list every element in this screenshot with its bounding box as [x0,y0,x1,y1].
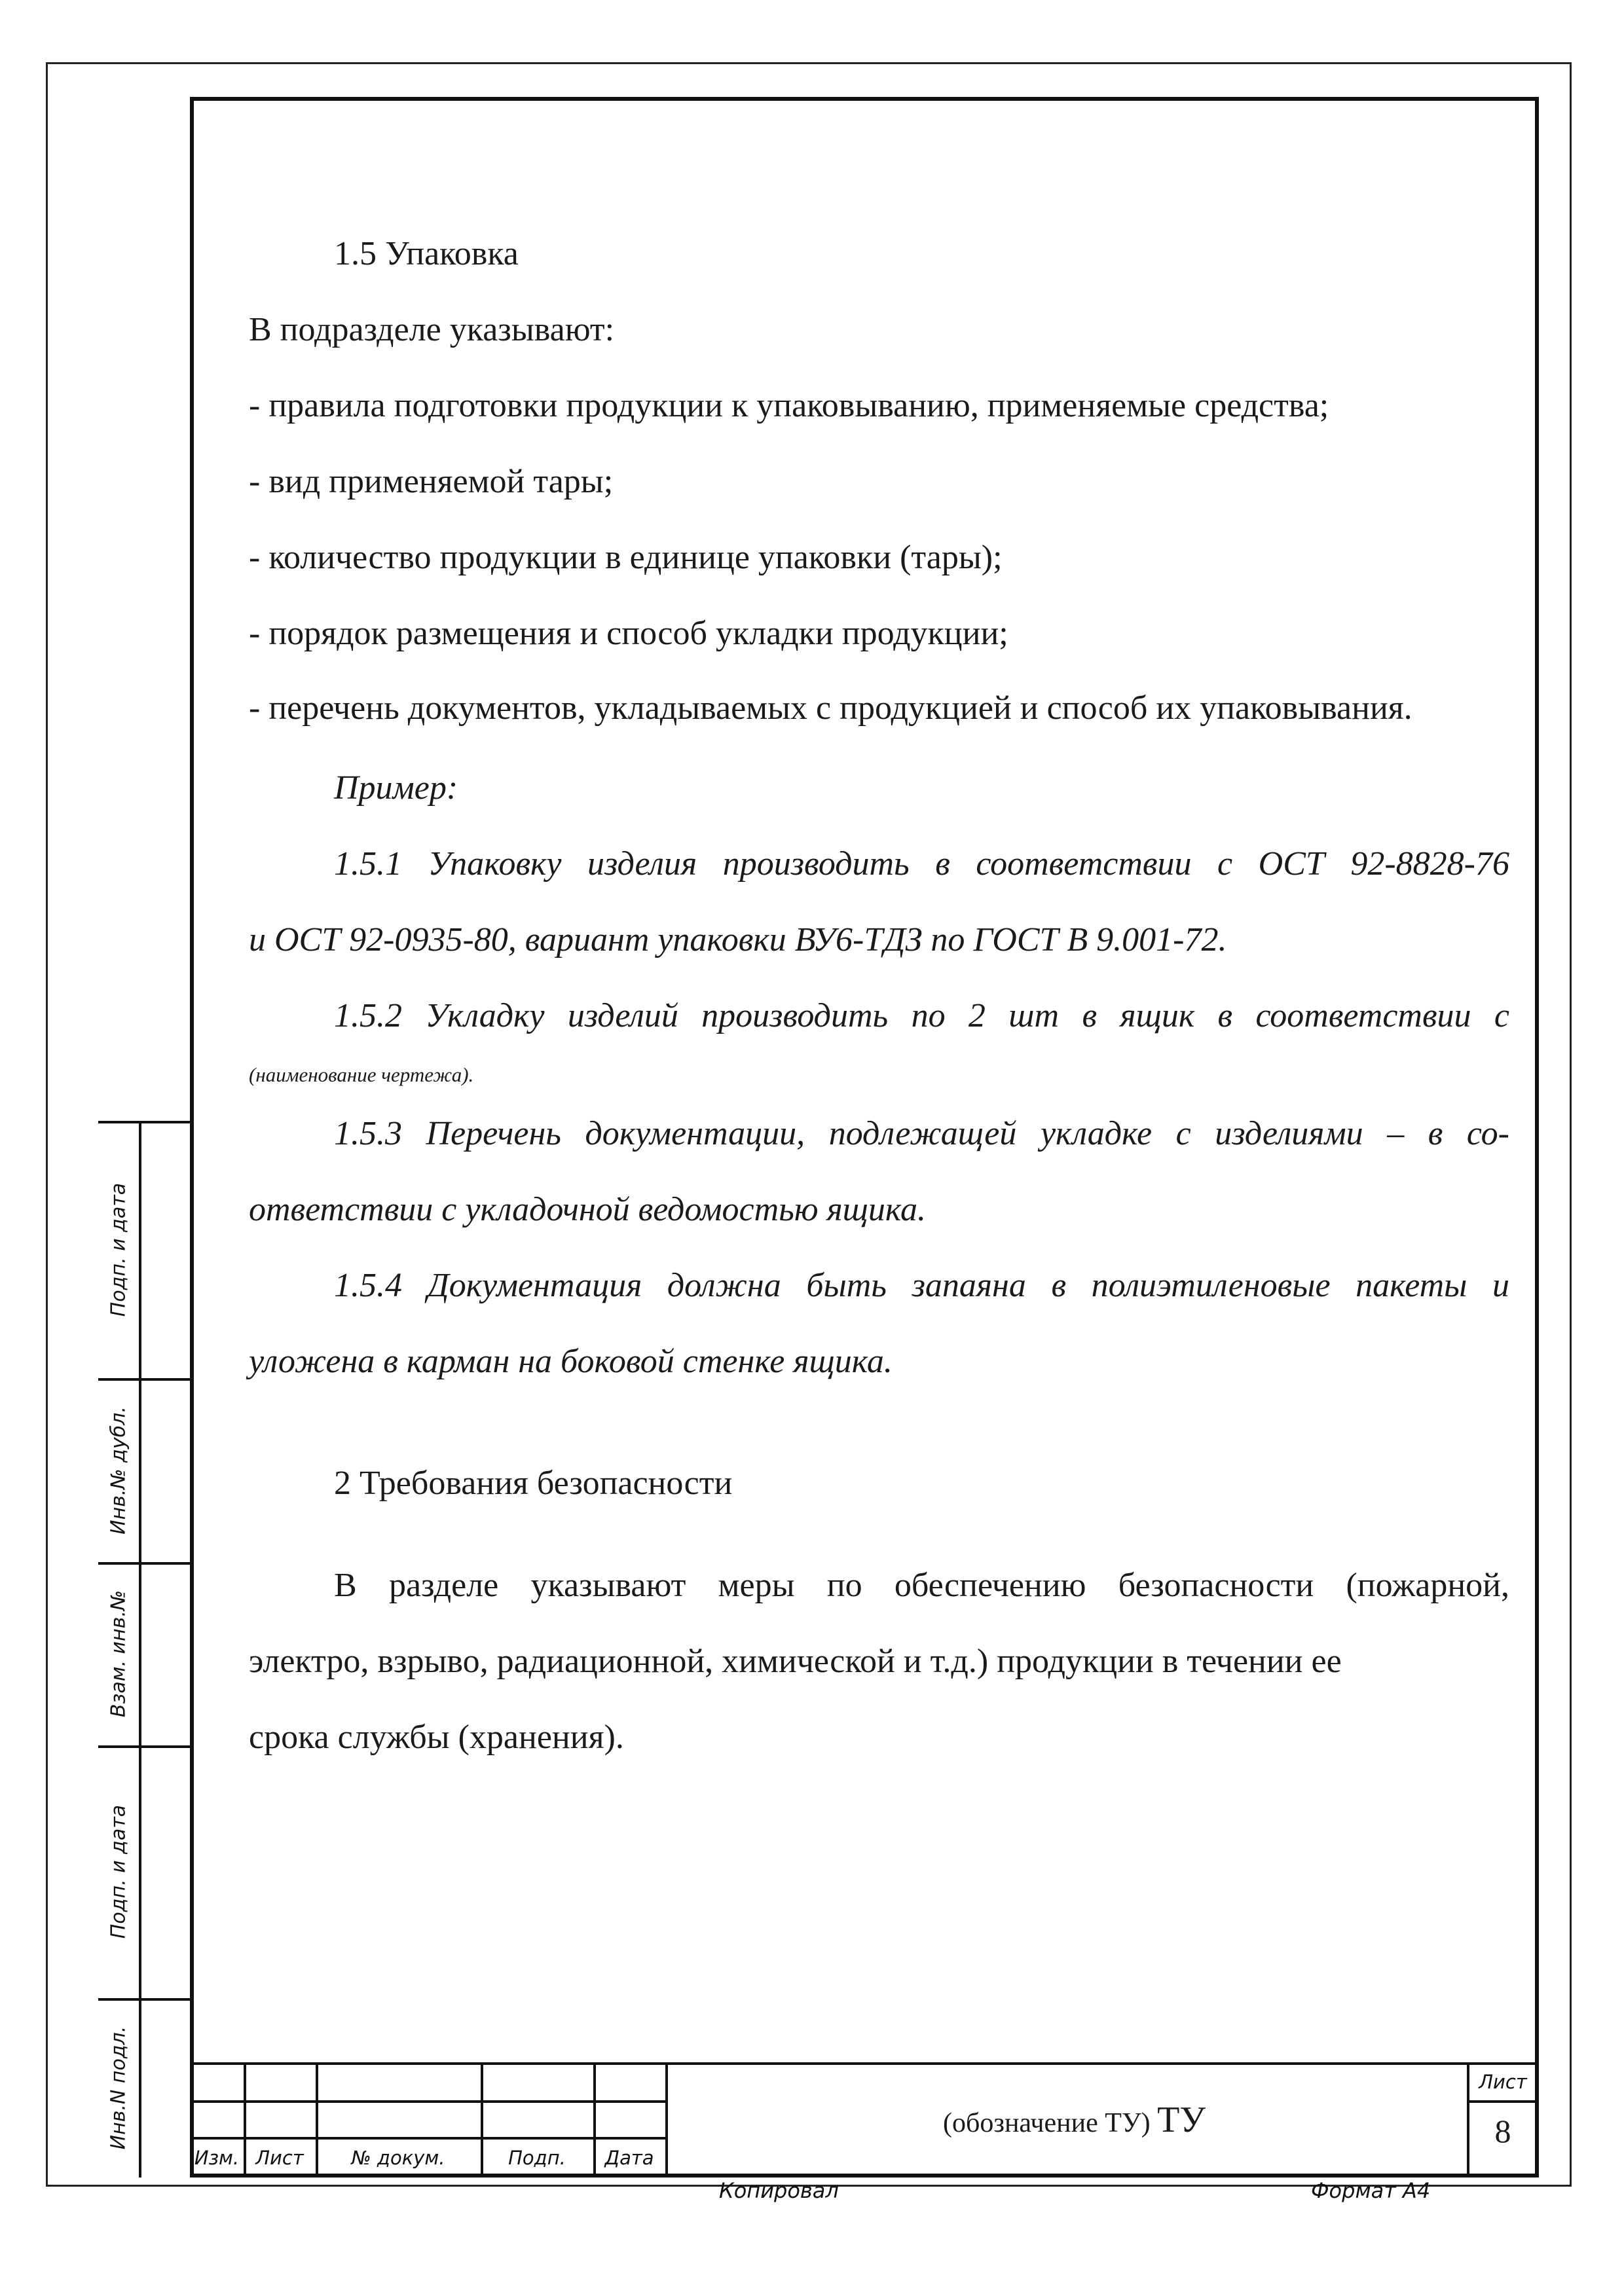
example-text: 1.5.3 Перечень документации, подлежащей укладке с изделиями – в со- [334,1115,1509,1152]
inv-podl-label: Инв.N подл. [107,2026,130,2150]
example-text: 1.5.1 Упаковку изделия производить в соответствии с ОСТ 92-8828-76 [334,845,1509,883]
sheet-label: Лист [1479,2071,1527,2093]
title-block [190,2062,1539,2178]
body-text: В разделе указывают меры по обеспечению безопасности (пожарной, [334,1567,1509,1604]
example-text: 1.5.2 Укладку изделий производить по 2 шт в ящик в соответствии с [334,997,1509,1034]
col-izm-label: Изм. [194,2147,240,2169]
col-podp-label: Подп. [508,2147,566,2169]
document-body [249,216,1509,1776]
list-item: - перечень документов, укладываемых с продукцией и способ их упаковывания. [249,689,1412,727]
body-text: электро, взрыво, радиационной, химической и т.д.) продукции в течении ее [249,1643,1342,1680]
list-item: - вид применяемой тары; [249,463,614,500]
sign-date-label: Подп. и дата [107,1182,130,1317]
section-heading: 1.5 Упаковка [334,235,519,272]
inv-dubl-label: Инв.№ дубл. [107,1406,130,1535]
example-text: уложена в карман на боковой стенке ящика. [249,1343,893,1380]
list-item: - правила подготовки продукции к упаковыванию, применяемые средства; [249,387,1329,424]
intro-text: В подразделе указывают: [249,311,615,348]
sign-date-label: Подп. и дата [107,1804,130,1939]
list-item: - количество продукции в единице упаковки (тары); [249,539,1003,576]
vzam-inv-label: Взам. инв.№ [107,1590,130,1718]
copied-label: Копировал [719,2178,839,2203]
format-label: Формат А4 [1311,2178,1431,2203]
sheet-number: 8 [1494,2113,1511,2149]
doc-suffix: ТУ [1157,2100,1206,2140]
col-data-label: Дата [604,2147,654,2169]
body-text: срока службы (хранения). [249,1719,624,1756]
col-doc-label: № докум. [351,2147,445,2169]
section-heading: 2 Требования безопасности [334,1465,733,1502]
example-label: Пример: [334,769,458,807]
list-item: - порядок размещения и способ укладки продукции; [249,615,1008,652]
col-list-label: Лист [255,2147,304,2169]
example-note: (наименование чертежа). [249,1063,474,1086]
doc-designation-text: (обозначение ТУ) [943,2108,1151,2138]
doc-designation [943,2099,1206,2141]
example-text: и ОСТ 92-0935-80, вариант упаковки ВУ6-ТДЗ по ГОСТ В 9.001-72. [249,921,1227,958]
example-text: ответствии с укладочной ведомостью ящика. [249,1191,926,1228]
side-strip [98,1121,190,2178]
example-text: 1.5.4 Документация должна быть запаяна в полиэтиленовые пакеты и [334,1267,1509,1304]
